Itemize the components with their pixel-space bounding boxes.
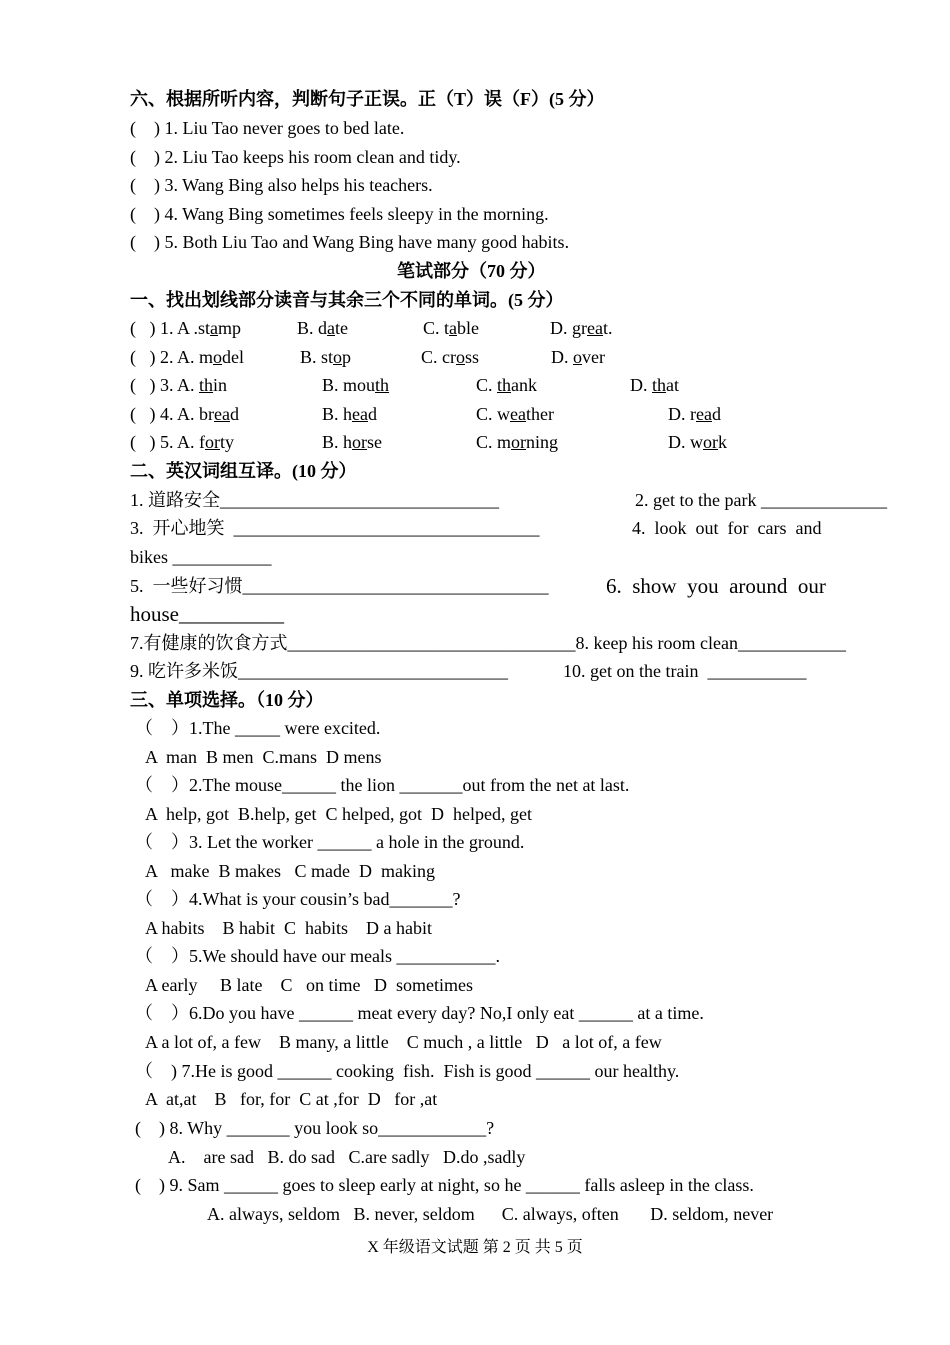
question-number: ( ) 4. A. <box>130 404 199 424</box>
page-footer: X 年级语文试题 第 2 页 共 5 页 <box>367 1239 583 1256</box>
choice-q7-options: A at,at B for, for C at ,for D for ,at <box>145 1089 438 1109</box>
option-d: D. great. <box>550 318 613 338</box>
underlined-letters: or <box>703 432 718 452</box>
choice-q4-options: A habits B habit C habits D a habit <box>145 918 432 938</box>
choice-q1: （ ）1.The _____ were excited. <box>135 718 381 738</box>
choice-q9-options: A. always, seldom B. never, seldom C. always, often D. seldom, never <box>207 1204 774 1224</box>
underlined-letters: ea <box>352 404 368 424</box>
underlined-letters: ea <box>510 404 526 424</box>
choice-q6: （ ）6.Do you have ______ meat every day? No,I only eat ______ at a time. <box>135 1003 704 1023</box>
choice-q2: （ ）2.The mouse______ the lion _______out from the net at last. <box>135 775 630 795</box>
option-a: ( ) 4. A. bread <box>130 404 239 424</box>
underlined-letters: a <box>327 318 336 338</box>
choice-q1-options: A man B men C.mans D mens <box>145 747 382 767</box>
underlined-letters: o <box>333 347 343 367</box>
underlined-letters: or <box>205 432 220 452</box>
underlined-letters: th <box>497 375 512 395</box>
listening-item-3: ( ) 3. Wang Bing also helps his teachers. <box>130 175 433 195</box>
choice-q5: （ ）5.We should have our meals ___________. <box>135 946 501 966</box>
translation-q5: 5. 一些好习惯__________________________________ <box>130 576 549 596</box>
choice-q8: ( ) 8. Why _______ you look so____________? <box>135 1118 495 1138</box>
part-3-heading: 三、单项选择。（10 分） <box>130 690 324 710</box>
part-2-heading: 二、英汉词组互译。(10 分） <box>130 461 357 481</box>
underlined-letters: th <box>199 375 214 395</box>
option-c: C. morning <box>476 432 559 452</box>
underlined-letters: or <box>511 432 527 452</box>
underlined-letters: th <box>375 375 390 395</box>
option-a: ( ) 2. A. model <box>130 347 245 367</box>
underlined-letters: ea <box>696 404 712 424</box>
underlined-letters: ea <box>587 318 603 338</box>
part-1-heading: 一、找出划线部分读音与其余三个不同的单词。(5 分） <box>130 290 564 310</box>
option-b: B. mouth <box>322 375 390 395</box>
option-d: D. read <box>668 404 721 424</box>
translation-q3: 3. 开心地笑 __________________________________ <box>130 518 540 538</box>
underlined-letters: a <box>449 318 458 338</box>
option-c: C. cross <box>421 347 480 367</box>
choice-q9: ( ) 9. Sam ______ goes to sleep early at night, so he ______ falls asleep in the class. <box>135 1175 754 1195</box>
listening-item-4: ( ) 4. Wang Bing sometimes feels sleepy in the morning. <box>130 204 549 224</box>
option-c: C. thank <box>476 375 538 395</box>
section-6-heading: 六、根据所听内容，判断句子正误。正（T）误（F）(5 分） <box>130 89 605 109</box>
choice-q3: （ ）3. Let the worker ______ a hole in the ground. <box>135 832 525 852</box>
question-number: ( ) 3. A. <box>130 375 199 395</box>
written-part-title: 笔试部分（70 分） <box>397 261 546 281</box>
choice-q6-options: A a lot of, a few B many, a little C much , a little D a lot of, a few <box>145 1032 662 1052</box>
option-c: C. table <box>423 318 480 338</box>
choice-q3-options: A make B makes C made D making <box>145 861 435 881</box>
listening-item-1: ( ) 1. Liu Tao never goes to bed late. <box>130 118 405 138</box>
listening-item-5: ( ) 5. Both Liu Tao and Wang Bing have many good habits. <box>130 232 570 252</box>
translation-q4-cont: bikes ___________ <box>130 547 272 567</box>
translation-q7-q8: 7.有健康的饮食方式________________________________8. keep his room clean____________ <box>130 633 846 653</box>
question-number: ( ) 5. A. <box>130 432 199 452</box>
underlined-letters: o <box>213 347 223 367</box>
translation-q9: 9. 吃许多米饭______________________________ <box>130 661 508 681</box>
choice-q7: （ ) 7.He is good ______ cooking fish. Fish is good ______ our healthy. <box>135 1061 680 1081</box>
question-number: ( ) 1. A . <box>130 318 199 338</box>
option-a: ( ) 1. A .stamp <box>130 318 242 338</box>
option-d: D. over <box>551 347 605 367</box>
question-number: ( ) 2. A. <box>130 347 199 367</box>
option-a: ( ) 3. A. thin <box>130 375 228 395</box>
underlined-letters: or <box>352 432 368 452</box>
listening-item-2: ( ) 2. Liu Tao keeps his room clean and tidy. <box>130 147 461 167</box>
underlined-letters: o <box>456 347 465 367</box>
option-a: ( ) 5. A. forty <box>130 432 235 452</box>
option-b: B. horse <box>322 432 383 452</box>
choice-q2-options: A help, got B.help, get C helped, got D helped, get <box>145 804 532 824</box>
underlined-letters: a <box>210 318 219 338</box>
option-d: D. that <box>630 375 680 395</box>
translation-q6-cont: house__________ <box>130 602 284 626</box>
choice-q4: （ ）4.What is your cousin’s bad_______? <box>135 889 461 909</box>
underlined-letters: ea <box>214 404 230 424</box>
option-b: B. stop <box>300 347 352 367</box>
option-b: B. date <box>297 318 349 338</box>
option-c: C. weather <box>476 404 554 424</box>
choice-q8-options: A. are sad B. do sad C.are sadly D.do ,sadly <box>168 1147 526 1167</box>
underlined-letters: o <box>573 347 582 367</box>
translation-q4: 4. look out for cars and <box>632 518 822 538</box>
translation-q2: 2. get to the park ______________ <box>635 490 887 510</box>
translation-q10: 10. get on the train ___________ <box>563 661 807 681</box>
option-b: B. head <box>322 404 377 424</box>
translation-q1: 1. 道路安全_______________________________ <box>130 490 499 510</box>
translation-q6: 6. show you around our <box>606 574 826 598</box>
underlined-letters: th <box>652 375 667 395</box>
option-d: D. work <box>668 432 727 452</box>
choice-q5-options: A early B late C on time D sometimes <box>145 975 473 995</box>
